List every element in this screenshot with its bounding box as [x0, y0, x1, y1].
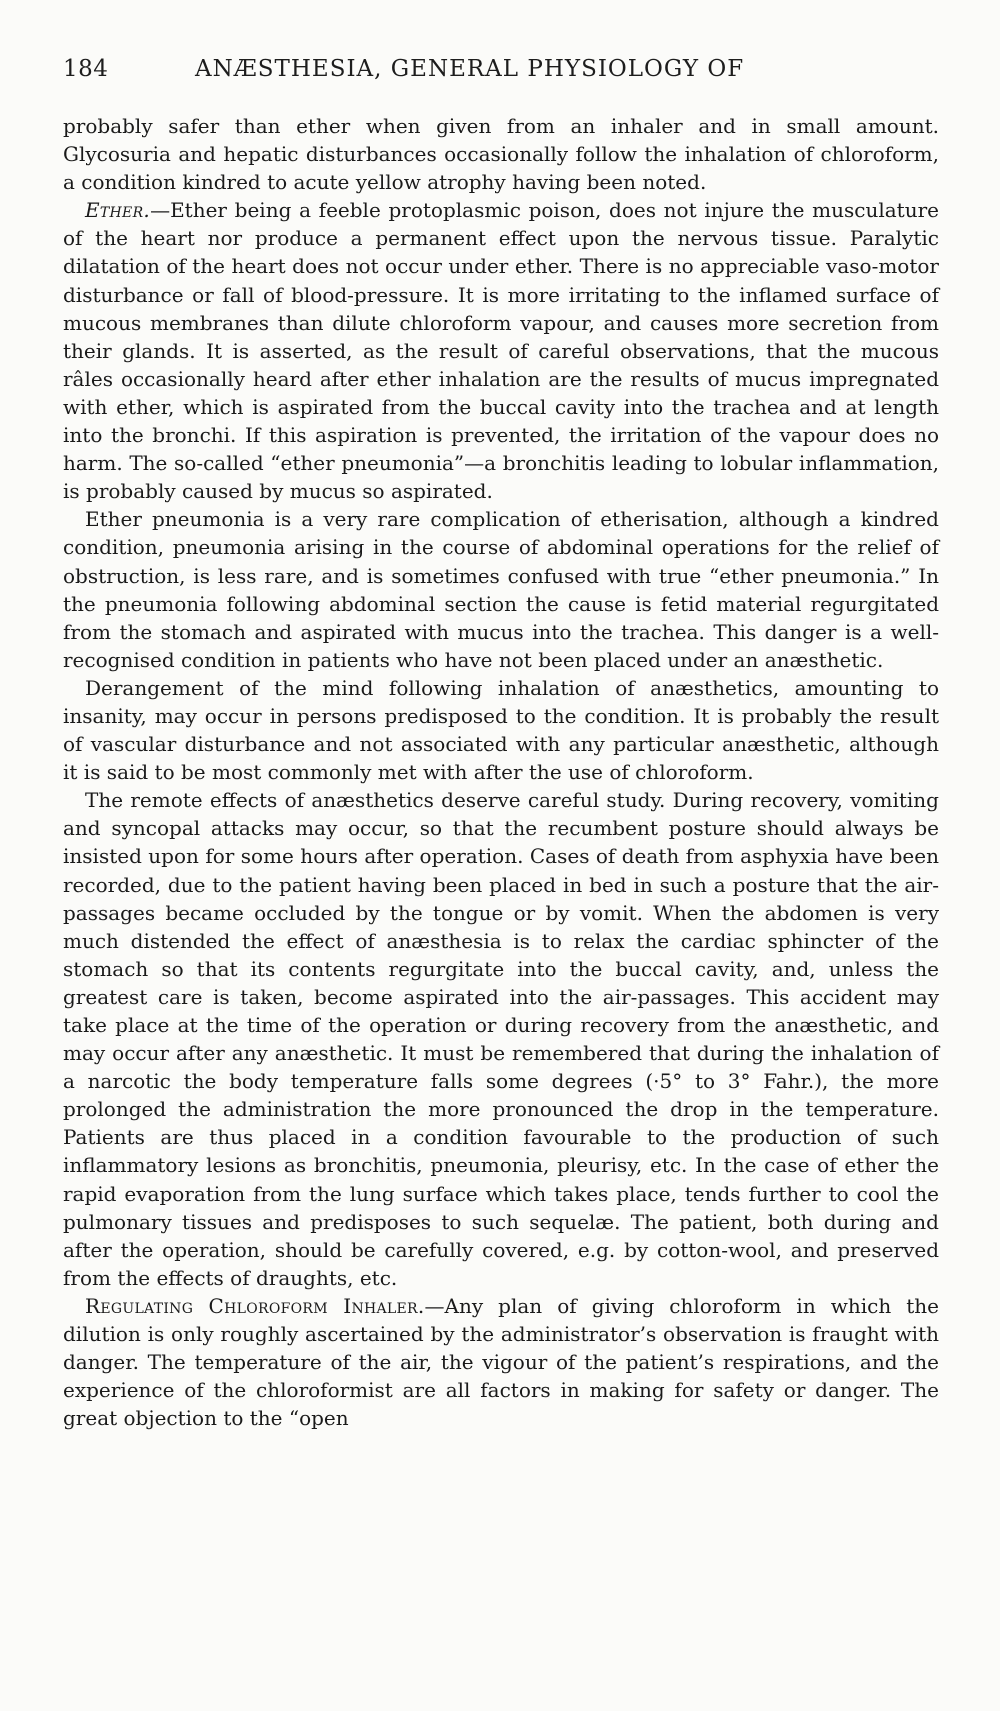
running-title: ANÆSTHESIA, GENERAL PHYSIOLOGY OF [195, 56, 745, 82]
paragraph-derangement [63, 674, 939, 786]
paragraph-ether [63, 196, 939, 505]
section-heading-ether: Ether. [85, 198, 151, 223]
paragraph-continued [63, 112, 939, 196]
paragraph-ether-pneumonia [63, 505, 939, 674]
page-number: 184 [63, 56, 109, 82]
paragraph-text: —Ether being a feeble protoplasmic poison, does not injure the musculature of the heart nor produce a permanent effect upon the nervous tissue. Paralytic dilatation of the heart does not occur under ether. There is no appreciable vaso-motor disturbance or fall of blood-pressure. It is more irritating to the inflamed surface of mucous membranes than dilute chloroform vapour, and causes more secretion from their glands. It is asserted, as the result of careful observations, that the mucous râles occasionally heard after ether inhalation are the results of mucus impregnated with ether, which is aspirated from the buccal cavity into the trachea and at length into the bronchi. If this aspiration is prevented, the irritation of the vapour does no harm. The so-called “ether pneumonia”—a bronchitis leading to lobular inflammation, is probably caused by mucus so aspirated. [63, 198, 939, 504]
paragraph-text: The remote effects of anæsthetics deserve careful study. During recovery, vomiting and syncopal attacks may occur, so that the recumbent posture should always be insisted upon for some hours after operation. Cases of death from asphyxia have been recorded, due to the patient having been placed in bed in such a posture that the air-passages became occluded by the tongue or by vomit. When the abdomen is very much distended the effect of anæsthesia is to relax the cardiac sphincter of the stomach so that its contents regurgitate into the buccal cavity, and, unless the greatest care is taken, become aspirated into the air-passages. This accident may take place at the time of the operation or during recovery from the anæsthetic, and may occur after any anæsthetic. It must be remembered that during the inhalation of a narcotic the body temperature falls some degrees (·5° to 3° Fahr.), the more prolonged the administration the more pronounced the drop in the temperature. Patients are thus placed in a condition favourable to the production of such inflammatory lesions as bronchitis, pneumonia, pleurisy, etc. In the case of ether the rapid evaporation from the lung surface which takes place, tends further to cool the pulmonary tissues and predisposes to such sequelæ. The patient, both during and after the operation, should be carefully covered, e.g. by cotton-wool, and preserved from the effects of draughts, etc. [63, 788, 939, 1290]
paragraph-remote-effects [63, 786, 939, 1292]
page-header [63, 56, 943, 96]
body-text [63, 112, 939, 1432]
section-heading-regulating-inhaler: Regulating Chloroform Inhaler. [85, 1293, 425, 1318]
paragraph-text: Derangement of the mind following inhalation of anæsthetics, amounting to insanity, may occur in persons predisposed to the condition. It is probably the result of vascular disturbance and not associated with any particular anæsthetic, although it is said to be most commonly met with after the use of chloroform. [63, 675, 939, 785]
paragraph-text: Ether pneumonia is a very rare complication of etherisation, although a kindred condition, pneumonia arising in the course of abdominal operations for the relief of obstruction, is less rare, and is sometimes confused with true “ether pneumonia.” In the pneumonia following abdominal section the cause is fetid material regurgitated from the stomach and aspirated with mucus into the trachea. This danger is a well-recognised condition in patients who have not been placed under an anæsthetic. [63, 507, 939, 672]
paragraph-text: probably safer than ether when given from an inhaler and in small amount. Glycosuria and hepatic disturbances occasionally follow the inhalation of chloroform, a condition kindred to acute yellow atrophy having been noted. [63, 114, 939, 195]
paragraph-regulating-inhaler [63, 1292, 939, 1432]
paragraph-text: —Any plan of giving chloroform in which the dilution is only roughly ascertained by the administrator’s observation is fraught with danger. The temperature of the air, the vigour of the patient’s respirations, and the experience of the chloroformist are all factors in making for safety or danger. The great objection to the “open [63, 1293, 939, 1431]
